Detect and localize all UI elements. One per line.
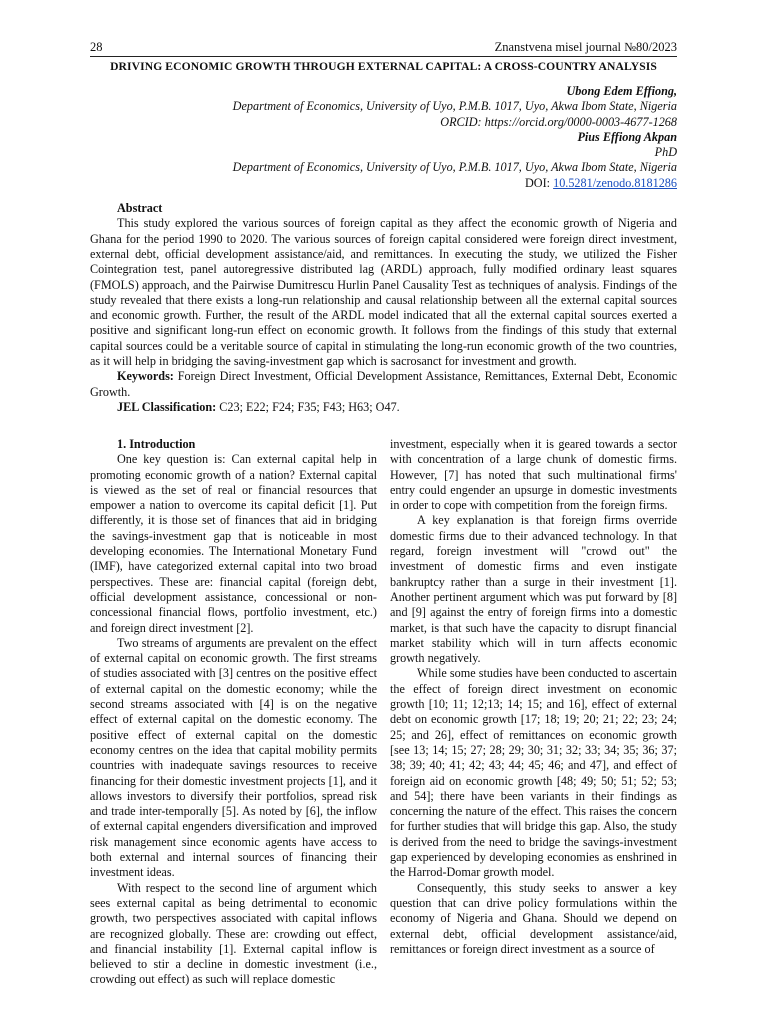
- paper-title: DRIVING ECONOMIC GROWTH THROUGH EXTERNAL CAPITAL: A CROSS-COUNTRY ANALYSIS: [110, 60, 657, 73]
- keywords-text: Foreign Direct Investment, Official Development Assistance, Remittances, External Debt, Economic Growth.: [90, 369, 677, 399]
- paragraph: With respect to the second line of argument which sees external capital as being detrimental to economic growth, two perspectives associated with capital inflows are recognized globally. These are: crowding out effect, and financial instability [1]. External capital inflow is believed to stir a decline in domestic investment (i.e., crowding out effect) as such will replace domestic: [90, 880, 377, 987]
- paragraph: Two streams of arguments are prevalent on the effect of external capital on economic growth. The first streams of studies associated with [3] centres on the positive effect of external capital on the domestic economy; while the second streams associated with [4] is on the negative effect of external capital on the domestic economy. The positive effect of external capital on the domestic economy centres on the idea that capital mobility permits countries with inadequate savings resources to receive financing for their domestic investment projects [1], and it allows investors to diversify their portfolios, spread risk and trade inter-temporally [5]. As noted by [6], the inflow of external capital engenders diversification and improved risk management since economic agents have access to both external and internal sources of financing their investment ideas.: [90, 635, 377, 880]
- section-heading-introduction: 1. Introduction: [117, 437, 196, 451]
- jel-line: [90, 400, 677, 415]
- doi-link[interactable]: 10.5281/zenodo.8181286: [553, 175, 677, 190]
- keywords-line: [90, 369, 677, 400]
- left-column: [90, 437, 377, 988]
- paragraph: While some studies have been conducted to ascertain the effect of foreign direct investment on economic growth [10; 11; 12;13; 14; 15; and 16], effect of external debt on economic growth [17; 18; 19; 20; 21; 22; 23; 24; 25; and 26], effect of remittances on economic growth [see 13; 14; 15; 27; 28; 29; 30; 31; 32; 33; 34; 35; 36; 37; 38; 39; 40; 41; 42; 43; 44; 45; 46; and 47], and effect of foreign aid on economic growth [48; 49; 50; 51; 52; 53; and 54]; there have been variants in their findings as concerning the nature of the effect. This raises the concern for further studies that will bridge this gap. Also, the study is derived from the need to bridge the savings-investment gap experienced by developing economies as enshrined in the Harrod-Domar growth model.: [390, 666, 677, 880]
- running-header: [90, 40, 677, 57]
- paragraph: Consequently, this study seeks to answer a key question that can drive policy formulations within the economy of Nigeria and Ghana. Should we depend on external debt, official development assistance/aid, remittances or foreign direct investment as a source of: [390, 880, 677, 956]
- abstract-heading: Abstract: [117, 201, 163, 216]
- paragraph: investment, especially when it is geared towards a sector with concentration of a large chunk of domestic firms. However, [7] has noted that such multinational firms' entry could engender an upsurge in domestic investments in order to cope with competition from the foreign firms.: [390, 437, 677, 513]
- author1-orcid: ORCID: https://orcid.org/0000-0003-4677-1268: [440, 114, 677, 129]
- page-number: 28: [90, 40, 103, 54]
- paragraph: A key explanation is that foreign firms override domestic firms due to their advanced technology. In that regard, foreign investment will "crowd out" the investment of domestic firms and even instigate bankruptcy rather than a surge in their investment [1]. Another pertinent argument which was put forward by [8] and [9] against the entry of foreign firms into a domestic market, is that such have the capacity to disrupt financial market stability which will in turn affects economic growth negatively.: [390, 513, 677, 666]
- author2-affiliation: Department of Economics, University of Uyo, P.M.B. 1017, Uyo, Akwa Ibom State, Nigeria: [232, 160, 677, 175]
- author2-degree: PhD: [654, 145, 677, 160]
- journal-page: [90, 40, 677, 987]
- doi-line: [90, 176, 677, 191]
- author2-name: Pius Effiong Akpan: [577, 129, 677, 144]
- right-column: [390, 437, 677, 988]
- jel-label: JEL Classification:: [117, 399, 217, 414]
- abstract-section: [90, 201, 677, 415]
- body-columns: [90, 437, 677, 988]
- doi-label: DOI:: [524, 175, 554, 190]
- paragraph: One key question is: Can external capital help in promoting economic growth of a nation? External capital is viewed as the set of real or financial resources that empower a nation to overcome its capital deficit [1]. Put differently, it is those set of finances that aid in bridging the savings-investment gap that is noticeable in most developing economies. The International Monetary Fund (IMF), have categorized external capital into two broad perspectives. These are: financial capital (foreign debt, official development assistance, concessional or non-concessional financial flows, portfolio investment, etc.) and foreign direct investment [2].: [90, 452, 377, 635]
- abstract-body: This study explored the various sources of foreign capital as they affect the economic growth of Nigeria and Ghana for the period 1990 to 2020. The various sources of foreign capital considered were foreign direct investment, external debt, official development assistance/aid, and remittances. In executing the study, we utilized the Fisher Cointegration test, panel autoregressive distributed lag (ARDL) approach, fully modified ordinary least squares (FMOLS) approach, and the Pairwise Dumitrescu Hurlin Panel Causality Test as techniques of analysis. Findings of the study revealed that there exists a long-run relationship and causal relationship between all the external capital sources and economic growth. Further, the result of the ARDL model indicated that all the external capital sources exerted a positive and significant long-run effect on economic growth. It follows from the findings of this study that external capital sources could be a veritable source of capital in stimulating the long-run economic growth of the two countries, as it will help in bridging the saving-investment gap which is sacrosanct for investment and growth.: [90, 216, 677, 369]
- keywords-label: Keywords:: [117, 369, 174, 384]
- jel-text: C23; E22; F24; F35; F43; H63; O47.: [216, 399, 400, 414]
- author1-affiliation: Department of Economics, University of Uyo, P.M.B. 1017, Uyo, Akwa Ibom State, Nigeria: [232, 99, 677, 114]
- author-block: [90, 84, 677, 191]
- journal-name: Znanstvena misel journal №80/2023: [494, 40, 677, 54]
- author1-name: Ubong Edem Effiong,: [566, 84, 677, 98]
